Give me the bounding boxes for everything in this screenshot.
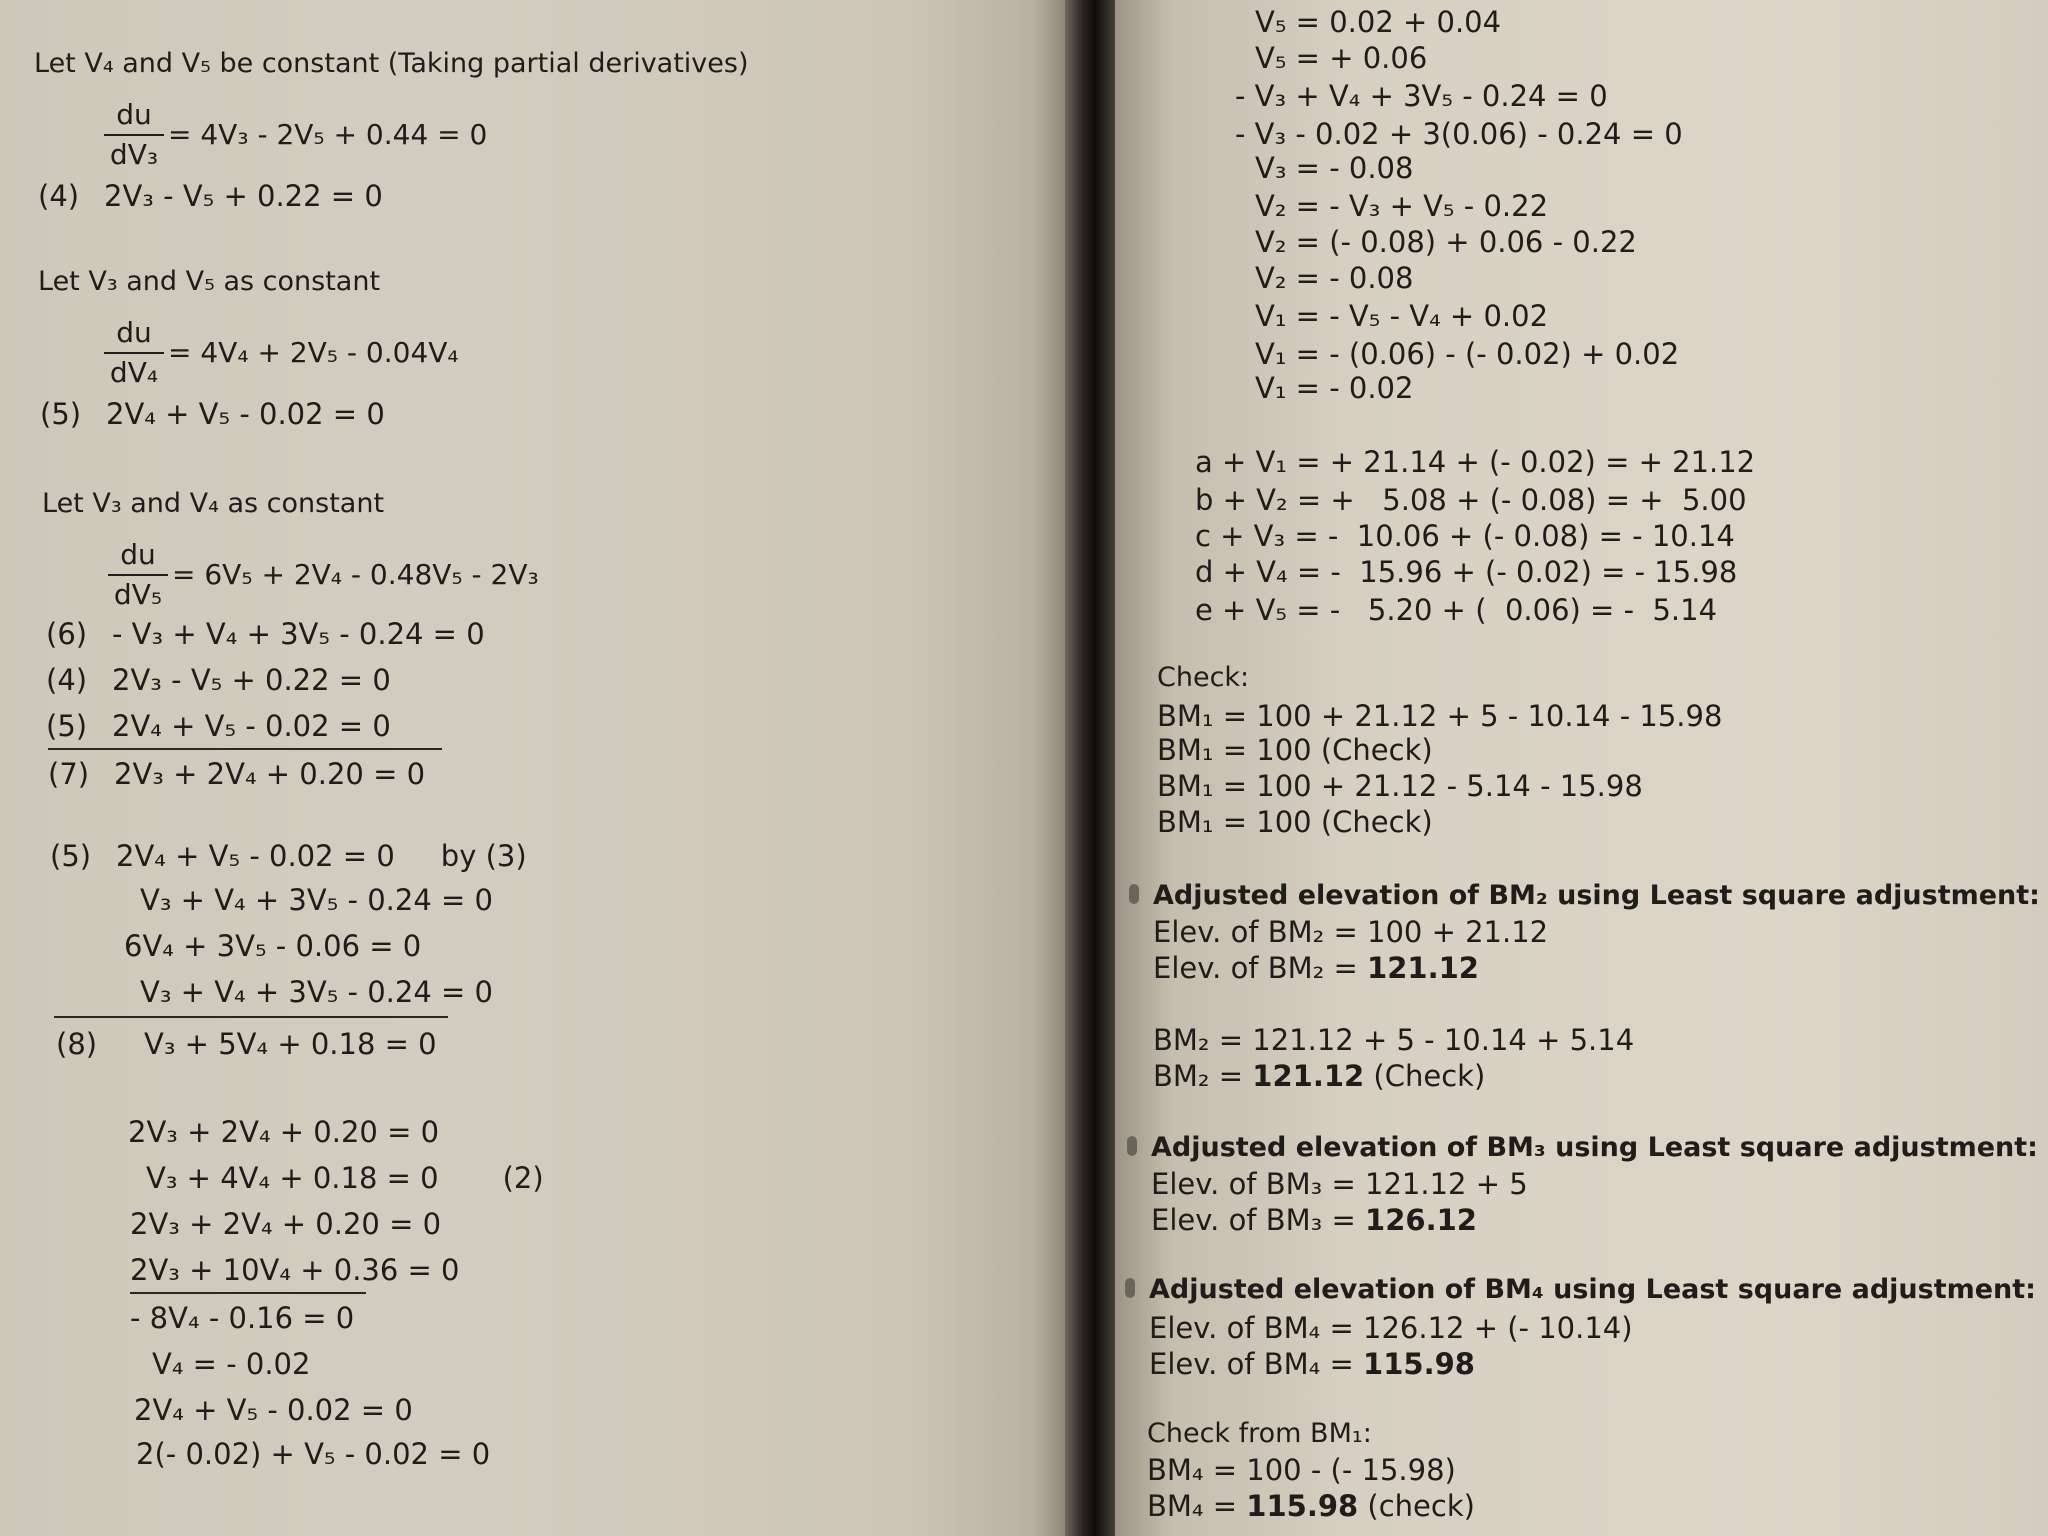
equation-text: 2V₃ + 2V₄ + 0.20 = 0 [114,757,426,791]
sum-rule-3 [130,1292,366,1294]
equation-6 [46,618,485,650]
equation-5-by-3 [50,840,527,872]
bm4-check-1: BM₄ = 100 - (- 15.98) [1147,1453,1456,1487]
bm3-elevation-value: 126.12 [1365,1203,1477,1237]
step-line-1: V₃ + V₄ + 3V₅ - 0.24 = 0 [140,883,493,917]
equation-text: 2V₄ + V₅ - 0.02 = 0 [106,397,385,431]
equation-note: by (3) [440,839,527,873]
bm2-line-2 [1153,952,1479,984]
fraction-denominator: dV₃ [109,138,159,171]
equation-text: - V₃ + V₄ + 3V₅ - 0.24 = 0 [112,617,485,651]
right-line-10: V₁ = - (0.06) - (- 0.02) + 0.02 [1255,337,1680,371]
bm4-check-2 [1147,1490,1475,1522]
equation-number: (5) [46,709,88,743]
equation-4 [38,180,383,212]
right-line-11: V₁ = - 0.02 [1255,371,1414,405]
check-from-bm1-label: Check from BM₁: [1147,1418,1372,1449]
step-line-3: V₃ + V₄ + 3V₅ - 0.24 = 0 [140,975,493,1009]
bm4-check-value: 115.98 [1246,1489,1359,1523]
equation-4-repeat [46,664,391,696]
derivative-expression: = 4V₃ - 2V₅ + 0.44 = 0 [168,118,488,151]
bullet-icon [1127,1136,1137,1156]
solve-line-3: 2V₃ + 2V₄ + 0.20 = 0 [130,1207,442,1241]
check-line-1: BM₁ = 100 + 21.12 + 5 - 10.14 - 15.98 [1157,699,1723,733]
bm2-line-2-label: Elev. of BM₂ = [1153,951,1368,985]
fraction-bar [108,574,168,576]
solve-line-7: 2V₄ + V₅ - 0.02 = 0 [134,1393,413,1427]
bm3-line-1: Elev. of BM₃ = 121.12 + 5 [1151,1167,1528,1201]
bm4-line-2-label: Elev. of BM₄ = [1149,1347,1364,1381]
bm2-check-suffix: (Check) [1364,1059,1486,1093]
equation-5-repeat [46,710,391,742]
right-line-1: V₅ = 0.02 + 0.04 [1255,5,1502,39]
solve-line-4: 2V₃ + 10V₄ + 0.36 = 0 [130,1253,460,1287]
solve-line-6: V₄ = - 0.02 [152,1347,311,1381]
bm2-check-label: BM₂ = [1153,1059,1253,1093]
bm3-line-2-label: Elev. of BM₃ = [1151,1203,1366,1237]
derivative-expression: = 4V₄ + 2V₅ - 0.04V₄ [168,336,459,369]
bm2-elevation-value: 121.12 [1367,951,1479,985]
intro-text-3: Let V₃ and V₄ as constant [42,488,385,519]
equation-number: (6) [46,617,88,651]
check-line-3: BM₁ = 100 + 21.12 - 5.14 - 15.98 [1157,769,1643,803]
equation-number: (7) [48,757,90,791]
bm4-line-1: Elev. of BM₄ = 126.12 + (- 10.14) [1149,1311,1633,1345]
adjusted-observation-b: b + V₂ = + 5.08 + (- 0.08) = + 5.00 [1195,483,1747,517]
bm4-check-suffix: (check) [1358,1489,1475,1523]
equation-text: V₃ + 5V₄ + 0.18 = 0 [144,1027,437,1061]
intro-text-2: Let V₃ and V₅ as constant [38,266,381,297]
equation-text: 2V₄ + V₅ - 0.02 = 0 [116,839,395,873]
intro-text-1: Let V₄ and V₅ be constant (Taking partial derivatives) [34,48,749,79]
derivative-expression: = 6V₅ + 2V₄ - 0.48V₅ - 2V₃ [172,558,539,591]
sum-rule-2 [54,1016,448,1018]
solve-line-2-note: (2) [502,1161,544,1195]
check-line-2: BM₁ = 100 (Check) [1157,733,1433,767]
bm2-line-1: Elev. of BM₂ = 100 + 21.12 [1153,915,1549,949]
right-line-5: V₃ = - 0.08 [1255,151,1414,185]
fraction-numerator: du [120,538,156,571]
fraction-denominator: dV₅ [113,578,163,611]
fraction-bar [104,352,164,354]
bm3-line-2 [1151,1204,1477,1236]
solve-line-8: 2(- 0.02) + V₅ - 0.02 = 0 [136,1437,491,1471]
check-label: Check: [1157,662,1250,693]
right-line-2: V₅ = + 0.06 [1255,41,1428,75]
step-line-2: 6V₄ + 3V₅ - 0.06 = 0 [124,929,422,963]
bm4-check-label: BM₄ = [1147,1489,1247,1523]
adjusted-observation-a: a + V₁ = + 21.14 + (- 0.02) = + 21.12 [1195,445,1756,479]
right-line-8: V₂ = - 0.08 [1255,261,1414,295]
right-line-6: V₂ = - V₃ + V₅ - 0.22 [1255,189,1549,223]
bm3-heading: Adjusted elevation of BM₃ using Least square adjustment: [1151,1132,2038,1163]
fraction-denominator: dV₄ [109,356,159,389]
bm4-line-2 [1149,1348,1475,1380]
solve-line-2 [146,1162,544,1194]
equation-number: (8) [56,1027,98,1061]
solve-line-1: 2V₃ + 2V₄ + 0.20 = 0 [128,1115,440,1149]
solve-line-2-text: V₃ + 4V₄ + 0.18 = 0 [146,1161,439,1195]
bm4-heading: Adjusted elevation of BM₄ using Least square adjustment: [1149,1274,2036,1305]
equation-7 [48,758,425,790]
bm2-check-2 [1153,1060,1485,1092]
equation-8 [56,1028,437,1060]
bullet-icon [1125,1278,1135,1298]
book-spine [1065,0,1115,1536]
equation-number: (5) [50,839,92,873]
adjusted-observation-e: e + V₅ = - 5.20 + ( 0.06) = - 5.14 [1195,593,1718,627]
bm2-check-1: BM₂ = 121.12 + 5 - 10.14 + 5.14 [1153,1023,1635,1057]
solve-line-5: - 8V₄ - 0.16 = 0 [130,1301,355,1335]
equation-number: (4) [46,663,88,697]
sum-rule [48,748,442,750]
bm2-heading: Adjusted elevation of BM₂ using Least square adjustment: [1153,880,2040,911]
fraction-numerator: du [116,316,152,349]
check-line-4: BM₁ = 100 (Check) [1157,805,1433,839]
right-line-9: V₁ = - V₅ - V₄ + 0.02 [1255,299,1549,333]
bullet-icon [1129,884,1139,904]
equation-number: (4) [38,179,80,213]
right-line-3: - V₃ + V₄ + 3V₅ - 0.24 = 0 [1235,79,1608,113]
adjusted-observation-d: d + V₄ = - 15.96 + (- 0.02) = - 15.98 [1195,555,1738,589]
equation-text: 2V₄ + V₅ - 0.02 = 0 [112,709,391,743]
fraction-bar [104,134,164,136]
fraction-numerator: du [116,98,152,131]
right-page [1115,0,2048,1536]
equation-5 [40,398,385,430]
bm4-elevation-value: 115.98 [1363,1347,1475,1381]
equation-number: (5) [40,397,82,431]
adjusted-observation-c: c + V₃ = - 10.06 + (- 0.08) = - 10.14 [1195,519,1735,553]
equation-text: 2V₃ - V₅ + 0.22 = 0 [112,663,391,697]
equation-text: 2V₃ - V₅ + 0.22 = 0 [104,179,383,213]
bm2-check-value: 121.12 [1252,1059,1365,1093]
right-line-7: V₂ = (- 0.08) + 0.06 - 0.22 [1255,225,1637,259]
right-line-4: - V₃ - 0.02 + 3(0.06) - 0.24 = 0 [1235,117,1683,151]
